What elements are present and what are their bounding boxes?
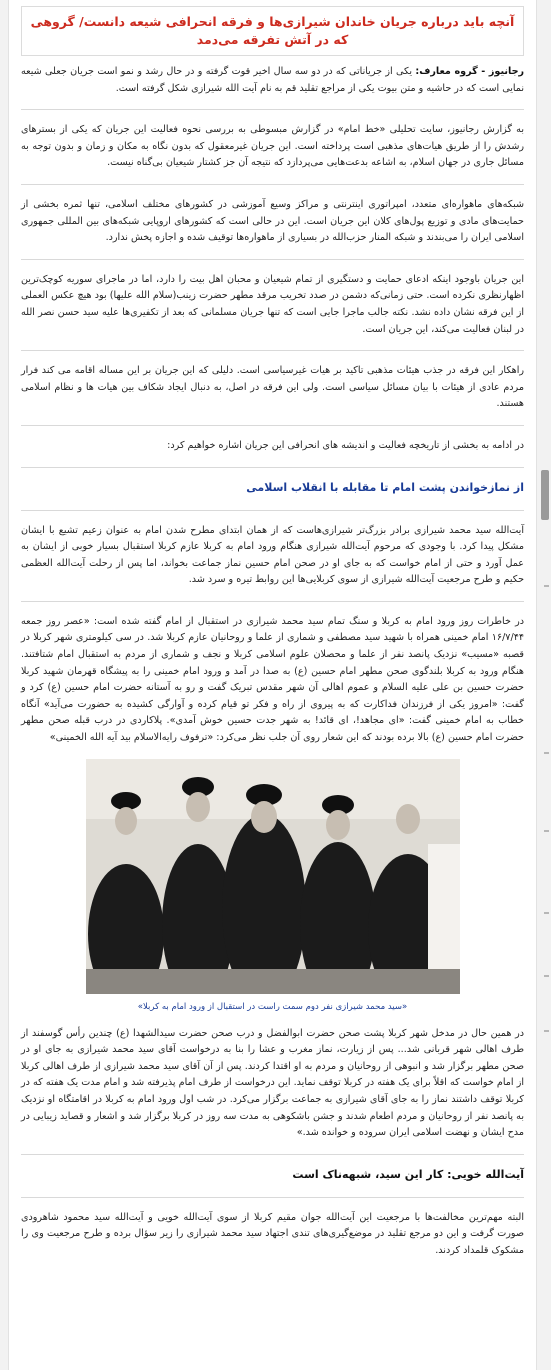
divider — [21, 259, 524, 260]
article-title-box — [21, 6, 524, 56]
rail-marker — [544, 912, 549, 914]
rail-marker — [544, 975, 549, 977]
paragraph: این جریان باوجود اینکه ادعای حمایت و دستگیری از تمام شیعیان و محبان اهل بیت را دارد، اما در ماجرای سوریه کوچک‌ترین اظهارنظری نکرده است. حتی زمانی‌که دشمن در صدد تخریب مرقد مطهر حضرت زینب(سلام الله علیها) بود هیچ عکس العملی از این فرقه نشان داده نشد. نکته جالب ماجرا جایی است که تنها جریان مسلمانی که بعد از تکفیری‌ها علیه سید حسن نصر الله در لبنان فعالیت می‌کند، این جریان است. — [21, 273, 524, 335]
paragraph: به گزارش رجانیوز، سایت تحلیلی «خط امام» در گزارش مبسوطی به بررسی نحوه فعالیت این جریان که یکی از بسترهای رشدش را از طریق هیات‌های مذهبی است پرداخته است. این جریان غیرمعقول که بدون نگاه به مکان و زمان و بدون توجه به مسائل جاری در جهان اسلام، به اشاعه بدعت‌هایی می‌پردازد که نتیجه آن جز کشتار شیعیان بی‌گناه نیست. — [21, 124, 524, 169]
paragraph: در همین حال در مدخل شهر کربلا پشت صحن حضرت ابوالفضل و درب صحن حضرت سیدالشهدا (ع) چندین رأس گوسفند از طرف اهالی شهر قربانی شد... پس از زیارت، نماز مغرب و عشا را بنا به درخواست آقای سید محمد شیرازی به جای او در صحن مطهر برگزار شد و انبوهی از روحانیان و مردم به او اقتدا کردند. پس از آن آقای سید محمد شیرازی از طرف اهالی کربلا از امام خواست که اقلاً برای یک هفته در کربلا توقف نماید. این درخواست از طرف امام پذیرفته شد و امام مدت یک هفته که در کربلا توقف داشتند نماز را به جای آقای شیرازی به جماعت برگزار می‌کرد. در شب اول ورود امام به کربلا در اقامتگاه او نزدیک به پانصد نفر از روحانیان و مردم اطعام شدند و جشن باشکوهی به مدت سه روز در کربلا برگزار شد و اشعار و قصاید زیبایی در مدح ایشان و نهضت اسلامی ایران سروده و خوانده شد.» — [21, 1027, 524, 1139]
photo-wrap — [21, 759, 524, 998]
article-lead — [21, 64, 524, 97]
article-content — [9, 0, 536, 1260]
divider — [21, 467, 524, 468]
lead-source: رجانیوز - گروه معارف: — [415, 66, 525, 77]
divider — [21, 510, 524, 511]
divider — [21, 1197, 524, 1198]
article-photo[interactable] — [86, 759, 460, 994]
paragraph: در ادامه به بخشی از تاریخچه فعالیت و اندیشه های انحرافی این جریان اشاره خواهیم کرد: — [167, 439, 524, 451]
divider — [21, 1154, 524, 1155]
divider — [21, 109, 524, 110]
rail-marker — [544, 585, 549, 587]
paragraph: در خاطرات روز ورود امام به کربلا و سنگ تمام سید محمد شیرازی در استقبال از امام گفته شده است: «عصر روز جمعه ۱۶/۷/۴۴ امام خمینی همراه با شهید سید مصطفی و شماری از علما و روحانیان عازم کربلا شد. در سی کیلومتری شهر کربلا در قصبه «مسیب» نزدیک پانصد نفر از علما و محصلان علوم اسلامی کربلا و نجف و شماری از مردم به استقبال امام شتافتند. هنگام ورود به کربلا بلندگوی صحن مطهر امام حسین (ع) به صدا در آمد و ورود امام خمینی را به پیشگاه قهرمان شهید کربلا حضرت حسین بن علی علیه السلام و عموم اهالی آن شهر مقدس تبریک گفت و رو به آستانه حضرت امام حسین (ع) کرد و گفت: «امروز یکی از فرزندان فداکارت که به پیروی از راه و فکر تو قیام کرده و آوارگی کشیده به حضورت می‌آید» آنگاه خطاب به امام خمینی گفت: «ای مجاهد!، ای قائد! به شهر جدت حسین خوش آمدی». پلاکاردی در درب قبله صحن مطهر حضرت امام حسین (ع) بالا برده بودند که این شعار روی آن جلب نظر می‌کرد: «ترفوف رایه‌الاسلام بید آیه الله الخمینی» — [21, 615, 524, 744]
divider — [21, 601, 524, 602]
rail-marker — [544, 830, 549, 832]
side-rail — [540, 0, 551, 1370]
lead-text: یکی از جریاناتی که در دو سه سال اخیر قوت گرفته و در حال رشد و نمو است جریان جعلی شیعه نمایی است که در حاشیه و متن بیوت یکی از مراجع تقلید قم به نام آیت الله شیرازی شکل گرفته است. — [21, 66, 524, 94]
divider — [21, 350, 524, 351]
rail-marker — [544, 1030, 549, 1032]
article-page — [8, 0, 537, 1370]
photo-caption: «سید محمد شیرازی نفر دوم سمت راست در استقبال از ورود امام به کربلا» — [137, 1001, 408, 1012]
divider — [21, 425, 524, 426]
article-title[interactable]: آنچه باید درباره جریان خاندان شیرازی‌ها و فرقه انحرافی شیعه دانست/ گروهی که در آتش تفرقه می‌دمد — [30, 14, 515, 47]
section-heading: از نمازخواندن پشت امام تا مقابله با انقلاب اسلامی — [246, 480, 524, 494]
section-heading: آیت‌الله خویی: کار این سید، شبهه‌ناک است — [292, 1167, 524, 1181]
paragraph: البته مهم‌ترین مخالفت‌ها با مرجعیت این آیت‌الله جوان مقیم کربلا از سوی آیت‌الله خویی و آیت‌الله سید محمود شاهرودی صورت گرفت و این دو مرجع تقلید در موضع‌گیری‌های تندی اجتهاد سید محمد شیرازی را زیر سؤال برده و طرح مرجعیت وی را مشکوک قلمداد کردند. — [21, 1211, 524, 1256]
paragraph: شبکه‌های ماهواره‌ای متعدد، امپراتوری اینترنتی و مراکز وسیع آموزشی در کشورهای مختلف اسلامی، تنها ثمره بخشی از حمایت‌های مادی و توزیع پول‌های کلان این جریان است. این در حالی است که کشورهای اروپایی شبکه‌های بین المللی جمهوری اسلامی ایران را می‌بندند و شبکه المنار حزب‌الله در بسیاری از ماهواره‌ها توقیف شده و اجازه پخش ندارد. — [21, 198, 524, 244]
paragraph: راهکار این فرقه در جذب هیئات مذهبی تاکید بر هیات غیرسیاسی است. دلیلی که این جریان بر این مساله اقامه می کند فرار مردم عادی از هیئات با بیان مسائل سیاسی است. ولی این فرقه در اصل، به دنبال ایجاد شکاف بین هیات ها و نظام اسلامی هستند. — [21, 365, 524, 410]
paragraph: آیت‌الله سید محمد شیرازی برادر بزرگ‌تر شیرازی‌هاست که از همان ابتدای مطرح شدن امام به عنوان زعیم تشیع با ایشان مشکل پیدا کرد. با وجودی که مرحوم آیت‌الله شیرازی هنگام ورود امام به کربلا عازم کربلا استقبال بسیار خوبی از ایشان به عمل آورد و حتی از امام خواست که به جای او در صحن امام حسین نماز جماعت بخواند، اما پس از رحلت آیت‌الله العظمی حکیم و طرح مرجعیت آیت‌الله شیرازی از سوی کربلایی‌ها این روابط تیره و سرد شد. — [21, 524, 524, 586]
rail-marker — [544, 752, 549, 754]
divider — [21, 184, 524, 185]
scrollbar-thumb[interactable] — [541, 470, 549, 520]
